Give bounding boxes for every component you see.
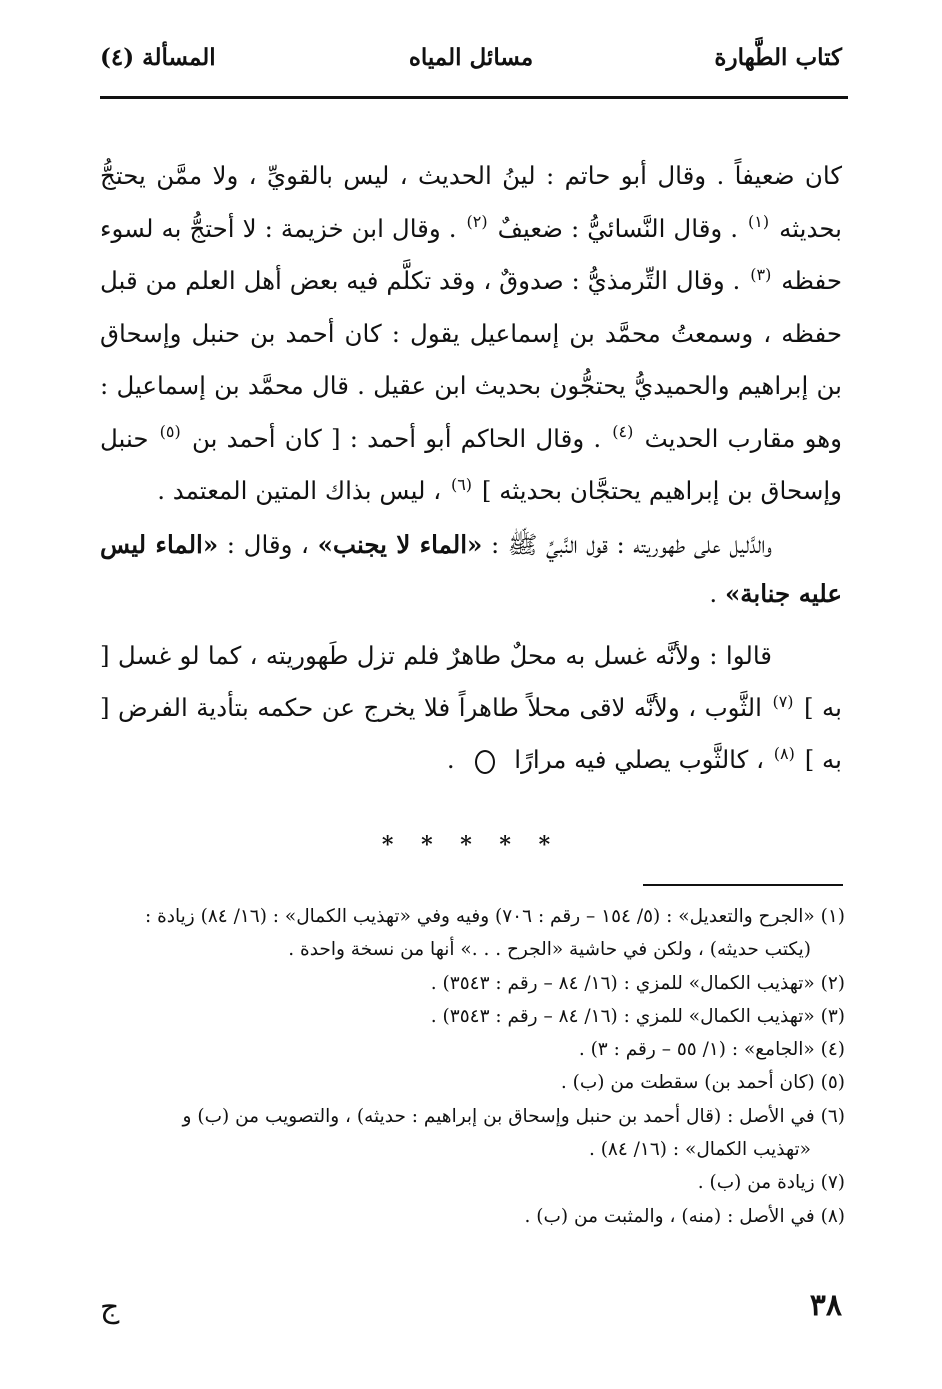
footnote-line: (٨) في الأصل : (منه) ، والمثبت من (ب) . (524, 1205, 845, 1227)
paragraph-narrators (100, 150, 842, 518)
signature-mark: ج (100, 1290, 120, 1325)
hadith-quote: «الماء ليس عليه جنابة» (100, 530, 842, 608)
footnote-line: (٥) (كان أحمد بن) سقطت من (ب) . (560, 1072, 845, 1094)
footnote-ref: (٣) (750, 264, 772, 284)
footnote-ref: (١) (748, 212, 770, 232)
text-run: . وقال النَّسائيُّ : ضعيفٌ (497, 213, 739, 243)
paragraph-arguments (100, 630, 842, 786)
text-run: والدَّليل على طهوريته : قول النَّبيِّ ﷺ : (490, 530, 772, 559)
footnote-line: «تهذيب الكمال» : (١٦/ ٨٤) . (588, 1139, 811, 1161)
text-run: كان ضعيفاً . وقال أبو حاتم : لينُ الحديث ، ليس بالقويِّ ، ولا ممَّن يحتجُّ (100, 161, 842, 190)
footnotes (100, 900, 845, 1233)
hadith-quote: «الماء لا يجنب» (317, 530, 483, 559)
footnote-line: (٧) زيادة من (ب) . (697, 1172, 845, 1194)
text-run: . وقال التِّرمذيُّ : صدوقٌ ، وقد تكلَّم فيه بعض أهل العلم من قبل (100, 266, 741, 295)
text-run: حفظه (781, 266, 842, 295)
header-issue-number: المسألة (٤) (100, 44, 216, 71)
text-run: الثَّوب ، ولأنَّه لاقى محلاً طاهراً فلا يخرج عن حكمه بتأدية الفرض [ به ] (100, 693, 842, 774)
footnote-ref: (٦) (450, 474, 473, 494)
footnote-ref: (٨) (773, 743, 795, 763)
footnote-line: (يكتب حديثه) ، ولكن في حاشية «الجرح . . .» أنها من نسخة واحدة . (288, 939, 811, 961)
text-run: مقارب الحديث (644, 423, 796, 453)
footnote-line: (٤) «الجامع» : (١/ ٥٥ – رقم : ٣) . (578, 1039, 845, 1061)
footnote-line: (٦) في الأصل : (قال أحمد بن حنبل وإسحاق بن إبراهيم : حديثه) ، والتصويب من (ب) و (182, 1105, 845, 1127)
text-run: . وقال ابن خزيمة : لا أحتجُّ به لسوء (100, 213, 457, 243)
text-run: . وقال الحاكم أبو أحمد : [ كان أحمد بن (191, 423, 602, 453)
text-run: قالوا : ولأنَّه غسل به محلٌ طاهرٌ فلم تزل طَهوريته ، كما لو غسل [ به ] (100, 641, 842, 722)
text-run: إبراهيم والحميديُّ يحتجُّون بحديث ابن عقيل . قال محمَّد بن إسماعيل : وهو (100, 371, 843, 453)
text-run: بن إبراهيم يحتجَّان بحديثه ] (481, 476, 753, 505)
header-chapter-title: مسائل المياه (408, 44, 534, 71)
text-run: ، كالثَّوب يصلي فيه مرارًا (514, 745, 764, 774)
page-number: ٣٨ (809, 1288, 842, 1323)
footnote-ref: (٧) (772, 691, 794, 711)
running-header (100, 44, 842, 84)
header-book-title: كتاب الطَّهارة (714, 44, 842, 71)
text-run: ، وقال : (226, 530, 309, 559)
footnote-line: (٣) «تهذيب الكمال» للمزي : (١٦/ ٨٤ – رقم : ٣٥٤٣) . (430, 1005, 845, 1027)
end-of-issue-icon (475, 750, 495, 774)
footnote-ref: (٥) (159, 422, 181, 442)
footnote-divider (643, 884, 843, 886)
footnote-ref: (٤) (612, 422, 634, 442)
text-run: . (709, 579, 718, 608)
footnote-line: (٢) «تهذيب الكمال» للمزي : (١٦/ ٨٤ – رقم : ٣٥٤٣) . (430, 972, 845, 994)
section-separator: * * * * * (381, 832, 561, 858)
text-run: حفظه ، وسمعتُ محمَّد بن إسماعيل يقول : كان أحمد بن حنبل وإسحاق بن (100, 318, 842, 400)
footnote-line: (١) «الجرح والتعديل» : (٥/ ١٥٤ – رقم : ٧٠٦) وفيه وفي «تهذيب الكمال» : (١٦/ ٨٤) زيادة : (144, 906, 845, 927)
paragraph-evidence (100, 520, 842, 618)
header-divider (100, 96, 848, 99)
text-run: حنبل وإسحاق (100, 423, 842, 505)
footnote-ref: (٢) (466, 212, 488, 232)
text-run: بحديثه (779, 213, 842, 243)
text-run: ، ليس بذاك المتين المعتمد . (157, 476, 442, 505)
text-run: . (446, 745, 455, 774)
